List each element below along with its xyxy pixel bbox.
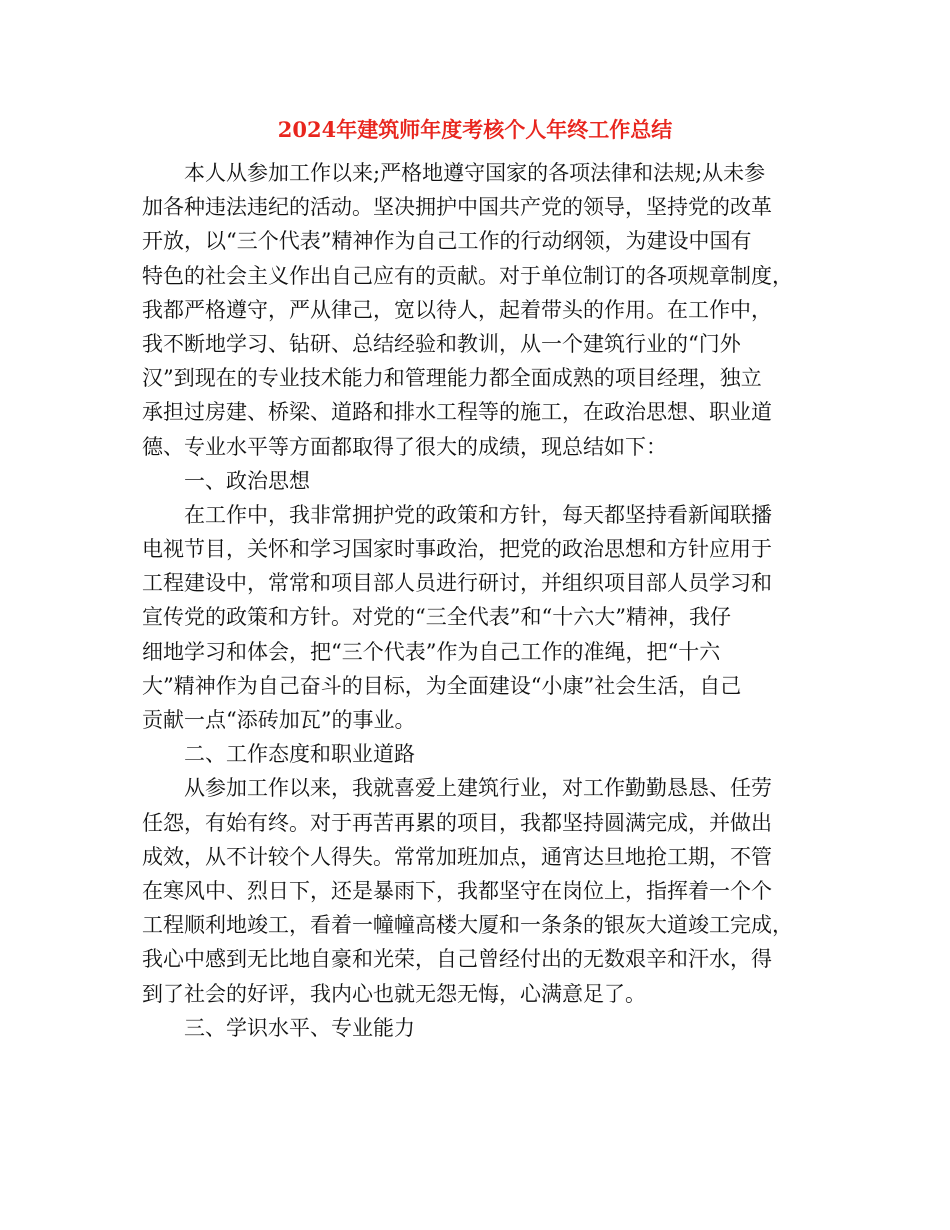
paragraph-line: 特色的社会主义作出自己应有的贡献。对于单位制订的各项规章制度， [142,263,793,288]
paragraph-first-line: 一、政治思想 [184,468,310,493]
paragraph-line: 贡献一点“添砖加瓦”的事业。 [142,708,416,732]
paragraph-line: 德、专业水平等方面都取得了很大的成绩，现总结如下： [142,434,667,459]
paragraph-first-line: 三、学识水平、专业能力 [184,1015,415,1040]
paragraph-line: 到了社会的好评，我内心也就无怨无悔，心满意足了。 [142,981,646,1006]
paragraph-first-line: 在工作中，我非常拥护党的政策和方针，每天都坚持看新闻联播 [184,502,772,527]
paragraph-line: 加各种违法违纪的活动。坚决拥护中国共产党的领导，坚持党的改革 [142,195,772,220]
paragraph-line: 承担过房建、桥梁、道路和排水工程等的施工，在政治思想、职业道 [142,400,772,425]
paragraph-first-line: 本人从参加工作以来;严格地遵守国家的各项法律和法规;从未参 [184,161,766,185]
paragraph-line: 电视节目，关怀和学习国家时事政治，把党的政治思想和方针应用于 [142,537,772,562]
document-title: 2024年建筑师年度考核个人年终工作总结 [277,117,673,142]
paragraph-first-line: 二、工作态度和职业道路 [184,742,415,767]
paragraph-line: 成效，从不计较个人得失。常常加班加点，通宵达旦地抢工期，不管 [142,844,772,869]
paragraph-line: 任怨，有始有终。对于再苦再累的项目，我都坚持圆满完成，并做出 [142,810,772,835]
paragraph-line: 开放，以“三个代表”精神作为自己工作的行动纲领，为建设中国有 [142,229,752,254]
paragraph-line: 我心中感到无比地自豪和光荣，自己曾经付出的无数艰辛和汗水，得 [142,947,772,972]
paragraph-line: 工程顺利地竣工，看着一幢幢高楼大厦和一条条的银灰大道竣工完成， [142,913,793,938]
paragraph-first-line: 从参加工作以来，我就喜爱上建筑行业，对工作勤勤恳恳、任劳 [184,776,772,801]
document-body [142,156,810,1045]
paragraph-line: 工程建设中，常常和项目部人员进行研讨，并组织项目部人员学习和 [142,571,772,596]
paragraph-line: 我不断地学习、钻研、总结经验和教训，从一个建筑行业的“门外 [142,331,741,356]
paragraph-line: 汉”到现在的专业技术能力和管理能力都全面成熟的项目经理，独立 [142,366,762,391]
paragraph-line: 细地学习和体会，把“三个代表”作为自己工作的准绳，把“十六 [142,639,721,664]
paragraph-line: 在寒风中、烈日下，还是暴雨下，我都坚守在岗位上，指挥着一个个 [142,878,772,903]
paragraph-line: 宣传党的政策和方针。对党的“三全代表”和“十六大”精神，我仔 [142,605,731,630]
paragraph-line: 我都严格遵守，严从律己，宽以待人，起着带头的作用。在工作中， [142,297,772,322]
paragraph-line: 大”精神作为自己奋斗的目标，为全面建设“小康”社会生活，自己 [142,673,742,698]
